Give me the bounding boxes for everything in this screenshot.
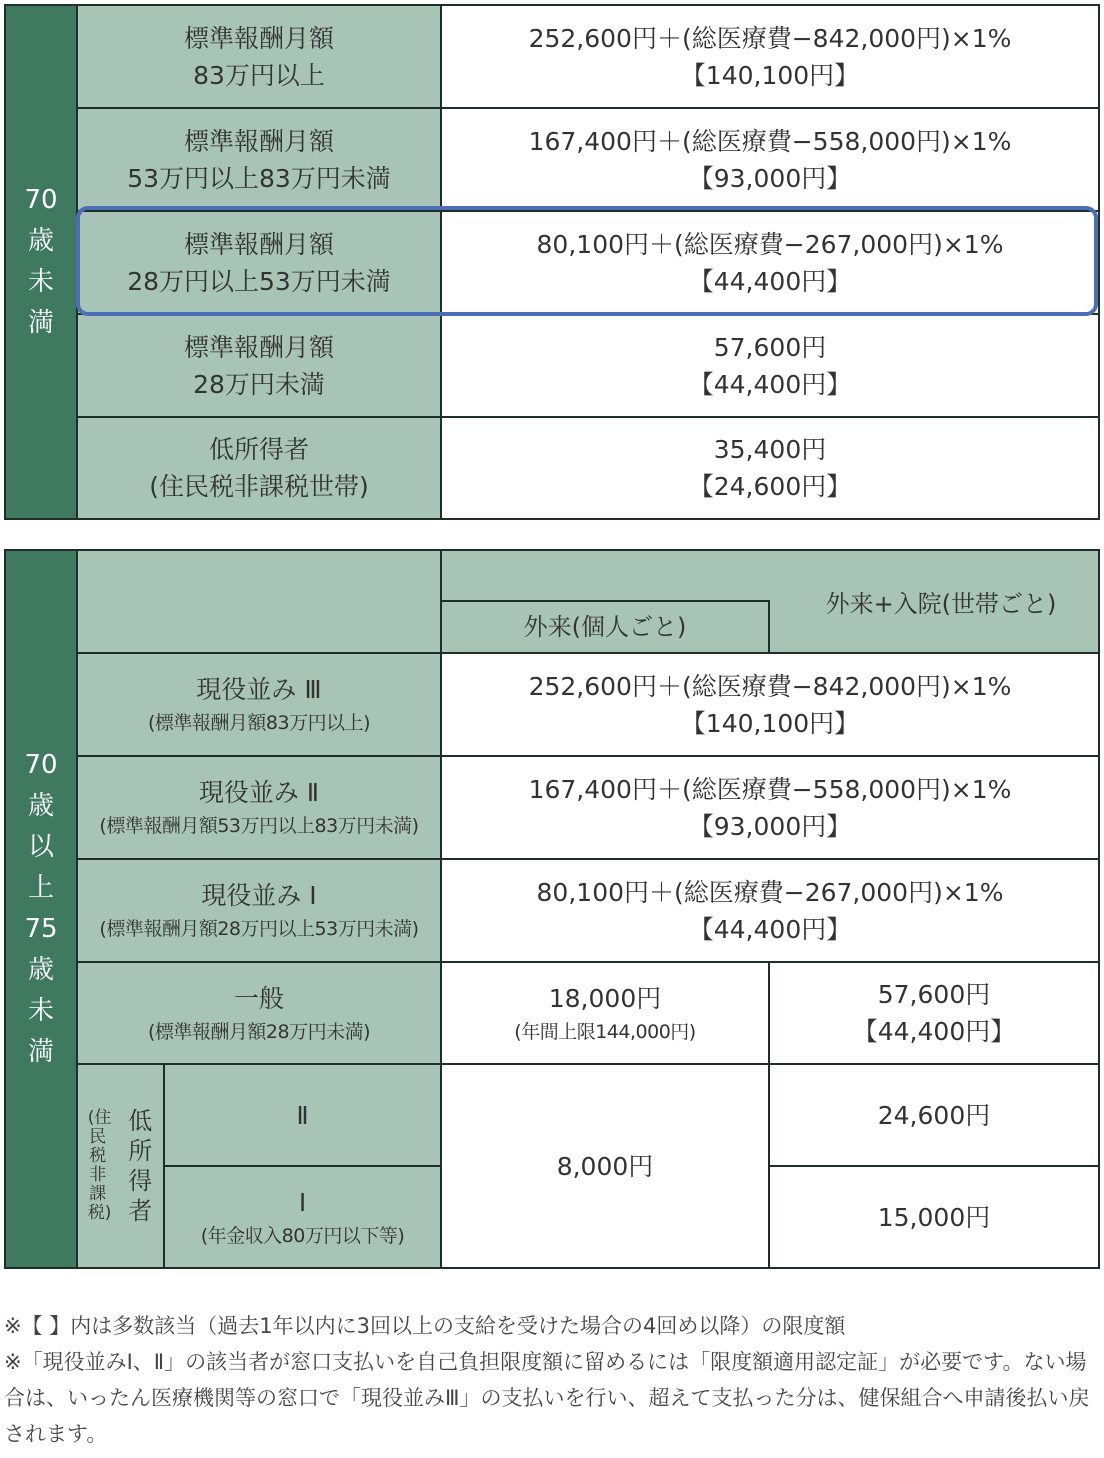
footnote: ※「現役並みⅠ、Ⅱ」の該当者が窓口支払いを自己負担限度額に留めるには「限度額適用認定証」が必要です。ない場合は、いったん医療機関等の窓口で「現役並みⅢ」の支払いを行い、超えて支払った分は、健保組合へ申請後払い戻されます。 [4, 1350, 1090, 1446]
limit-cell: 167,400円＋(総医療費−558,000円)×1% 【93,000円】 [441, 756, 1099, 859]
header-household: 外来+入院(世帯ごと) [825, 590, 1057, 618]
individual-cell-low: 8,000円 [441, 1064, 769, 1268]
category-cell: 標準報酬月額 83万円以上 [77, 5, 441, 108]
category-cell-low-2: Ⅱ [164, 1064, 441, 1166]
footnote: ※【 】内は多数該当（過去1年以内に3回以上の支給を受けた場合の4回め以降）の限度額 [4, 1314, 846, 1338]
table-70-to-75 [4, 549, 1100, 1269]
household-cell-low-1: 15,000円 [769, 1166, 1099, 1268]
limit-cell: 252,600円＋(総医療費−842,000円)×1% 【140,100円】 [441, 5, 1099, 108]
highlight-box [76, 206, 1098, 316]
category-cell: 標準報酬月額 53万円以上83万円未満 [77, 108, 441, 211]
category-cell-low-1: Ⅰ (年金収入80万円以下等) [164, 1166, 441, 1268]
limit-cell: 167,400円＋(総医療費−558,000円)×1% 【93,000円】 [441, 108, 1099, 211]
category-cell: 現役並み Ⅲ (標準報酬月額83万円以上) [77, 653, 441, 756]
limit-cell: 80,100円＋(総医療費−267,000円)×1% 【44,400円】 [441, 859, 1099, 962]
header-columns [441, 550, 1099, 653]
footnotes [4, 1308, 1098, 1452]
household-cell-low-2: 24,600円 [769, 1064, 1099, 1166]
limit-cell: 252,600円＋(総医療費−842,000円)×1% 【140,100円】 [441, 653, 1099, 756]
age-label-70-75: 70 歳 以 上 75 歳 未 満 [5, 550, 77, 1268]
category-cell: 標準報酬月額 28万円以上53万円未満 [77, 211, 441, 314]
limit-cell: 80,100円＋(総医療費−267,000円)×1% 【44,400円】 [441, 211, 1099, 314]
household-cell-general: 57,600円 【44,400円】 [769, 962, 1099, 1064]
category-cell: 現役並み Ⅰ (標準報酬月額28万円以上53万円未満) [77, 859, 441, 962]
category-cell: 低所得者 (住民税非課税世帯) [77, 417, 441, 519]
limit-cell: 35,400円 【24,600円】 [441, 417, 1099, 519]
individual-cell-general: 18,000円 (年間上限144,000円) [441, 962, 769, 1064]
age-label-under-70: 70 歳 未 満 [5, 5, 77, 519]
header-individual: 外来(個人ごと) [442, 600, 770, 652]
category-cell: 標準報酬月額 28万円未満 [77, 314, 441, 417]
category-cell: 現役並み Ⅱ (標準報酬月額53万円以上83万円未満) [77, 756, 441, 859]
header-blank [77, 550, 441, 653]
category-cell-general: 一般 (標準報酬月額28万円未満) [77, 962, 441, 1064]
low-income-main-label: 低所得者 [128, 1107, 153, 1225]
low-income-label [77, 1064, 164, 1268]
limit-cell: 57,600円 【44,400円】 [441, 314, 1099, 417]
low-income-sub-label: (住民税非課税) [87, 1108, 112, 1223]
